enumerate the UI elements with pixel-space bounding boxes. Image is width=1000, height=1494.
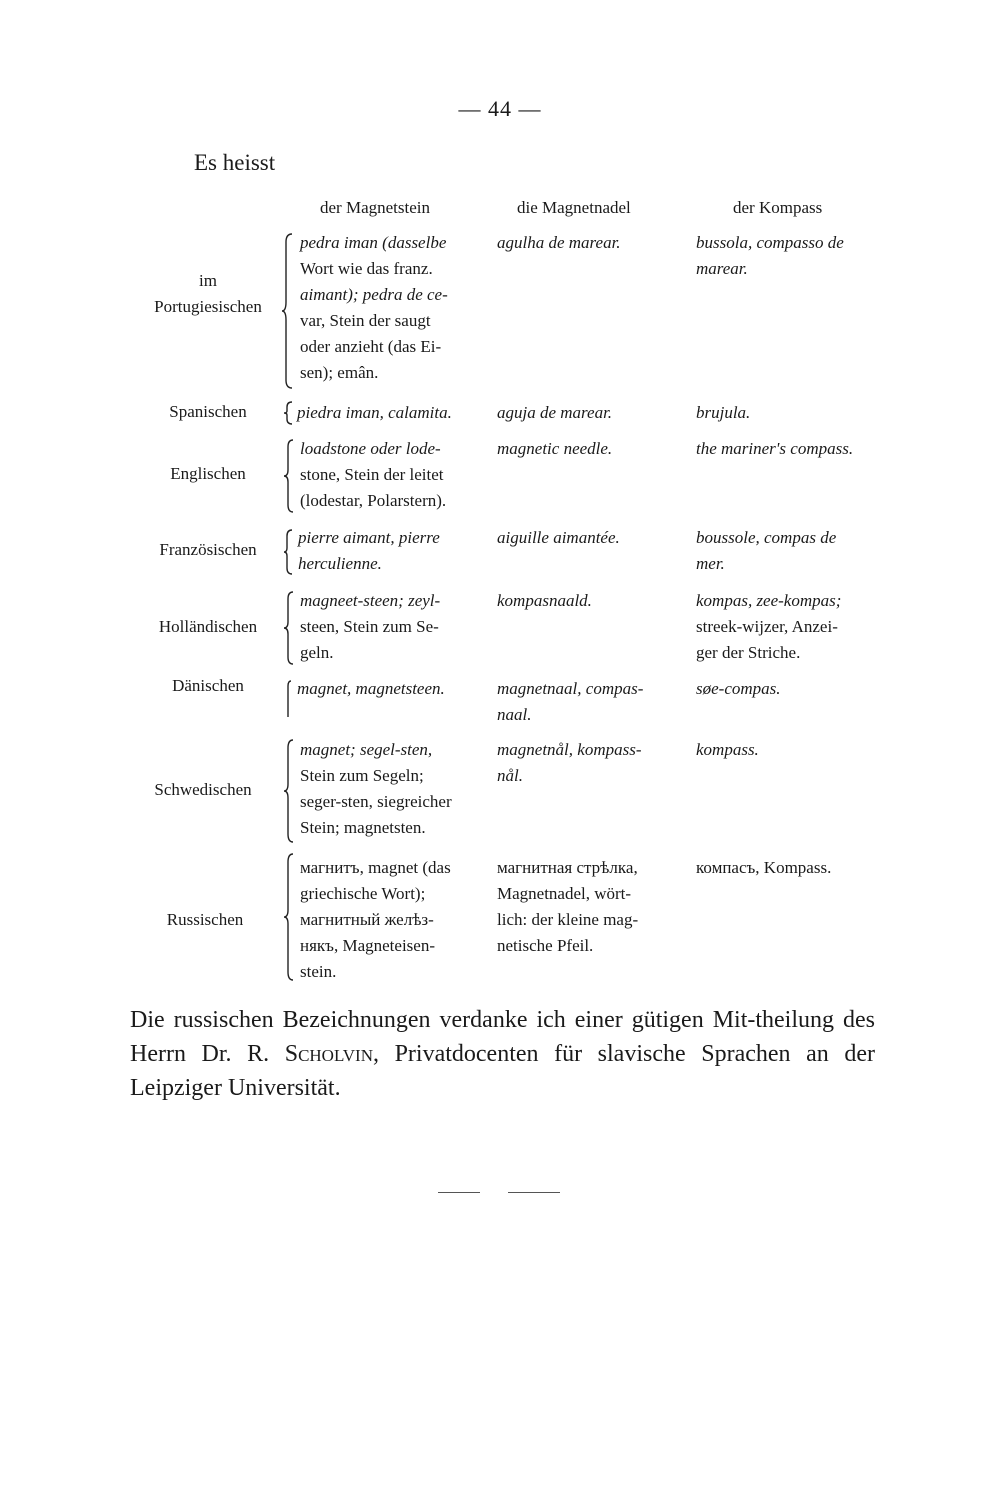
- language-label-daenischen: Dänischen: [172, 676, 244, 695]
- cell-line: geln.: [300, 643, 334, 662]
- cell-line: boussole, compas de: [696, 528, 837, 547]
- header-magnetstein: der Magnetstein: [320, 198, 430, 217]
- page-number: — 44 —: [458, 96, 542, 121]
- cell-text: pedra iman (dasselbe: [300, 233, 447, 252]
- cell-nadel-schwedisch: [497, 737, 682, 789]
- cell-line: (lodestar, Polarstern).: [300, 491, 447, 510]
- cell-line: marear.: [696, 259, 748, 278]
- cell-stein-portugiesisch: [300, 230, 485, 386]
- cell-line: bussola, compasso de: [696, 233, 844, 252]
- cell-line: [300, 230, 485, 256]
- header-kompass: der Kompass: [733, 198, 823, 217]
- cell-nadel-englisch: magnetic needle.: [497, 439, 613, 458]
- cell-line: netische Pfeil.: [497, 936, 594, 955]
- cell-line: magnet; segel-sten,: [300, 740, 433, 759]
- cell-line: naal.: [497, 705, 532, 724]
- language-label-russischen: Russischen: [166, 910, 244, 929]
- brace-icon: [282, 400, 294, 426]
- brace-icon: [283, 679, 293, 719]
- cell-line: magneet-steen; zeyl-: [300, 591, 441, 610]
- brace-icon: [280, 232, 296, 390]
- language-label-franzoesischen: Französischen: [159, 540, 257, 559]
- cell-line: магнитная стрѣлка,: [497, 858, 638, 877]
- cell-line: var, Stein der saugt: [300, 311, 431, 330]
- cell-line: Stein zum Segeln;: [300, 766, 424, 785]
- cell-kompass-portugiesisch: [696, 230, 876, 282]
- divider-rule: [438, 1192, 480, 1193]
- closing-paragraph: [130, 1003, 875, 1105]
- cell-line: магнитный желѣз-: [300, 910, 434, 929]
- language-label-englischen: Englischen: [170, 464, 246, 483]
- header-magnetnadel: die Magnetnadel: [517, 198, 631, 217]
- language-label-hollaendischen: Holländischen: [158, 617, 258, 636]
- cell-line: kompas, zee-kompas;: [696, 591, 842, 610]
- cell-kompass-spanisch: brujula.: [696, 403, 751, 422]
- cell-nadel-spanisch: aguja de marear.: [497, 403, 613, 422]
- cell-stein-spanisch: piedra iman, calamita.: [297, 403, 452, 422]
- cell-nadel-daenisch: [497, 676, 677, 728]
- cell-stein-franzoesisch: [298, 525, 483, 577]
- cell-line: seger-sten, siegreicher: [300, 792, 452, 811]
- cell-line: herculienne.: [298, 554, 382, 573]
- brace-icon: [282, 528, 294, 576]
- cell-line: aimant); pedra de ce-: [300, 285, 448, 304]
- closing-text-end: , Privatdocenten für slavische Sprachen an der Leipziger Universität.: [130, 1041, 875, 1101]
- brace-icon: [282, 738, 296, 844]
- language-label-line: im: [199, 271, 217, 290]
- cell-line: loadstone oder lode-: [300, 439, 441, 458]
- cell-line: nål.: [497, 766, 523, 785]
- cell-stein-englisch: [300, 436, 485, 514]
- cell-kompass-franzoesisch: [696, 525, 876, 577]
- cell-stein-daenisch: magnet, magnetsteen.: [297, 679, 445, 698]
- cell-line: sen); emân.: [300, 363, 379, 382]
- brace-icon: [282, 852, 296, 982]
- cell-line: магнитъ, magnet (das: [300, 858, 451, 877]
- cell-line: някъ, Magneteisen-: [300, 936, 435, 955]
- intro-text: Es heisst: [194, 150, 276, 175]
- cell-nadel-russisch: [497, 855, 682, 959]
- brace-icon: [282, 590, 296, 666]
- cell-line: magnetnaal, compas-: [497, 679, 644, 698]
- cell-stein-hollaendisch: [300, 588, 485, 666]
- language-label-spanischen: Spanischen: [169, 402, 247, 421]
- cell-kompass-schwedisch: kompass.: [696, 740, 759, 759]
- cell-line: griechische Wort);: [300, 884, 426, 903]
- cell-line: mer.: [696, 554, 725, 573]
- cell-kompass-russisch: компасъ, Kompass.: [696, 858, 832, 877]
- cell-line: streek-wijzer, Anzei-: [696, 617, 838, 636]
- brace-icon: [282, 438, 296, 514]
- cell-line: steen, Stein zum Se-: [300, 617, 439, 636]
- language-label-line: Portugiesischen: [154, 297, 262, 316]
- closing-name: Scholvin: [284, 1041, 373, 1067]
- cell-line: magnetnål, kompass-: [497, 740, 642, 759]
- cell-kompass-hollaendisch: [696, 588, 876, 666]
- cell-stein-russisch: [300, 855, 485, 985]
- language-label-portugiesischen: [133, 268, 283, 320]
- language-label-schwedischen: Schwedischen: [154, 780, 252, 799]
- cell-nadel-portugiesisch: agulha de marear.: [497, 233, 621, 252]
- cell-line: Stein; magnetsten.: [300, 818, 426, 837]
- cell-stein-schwedisch: [300, 737, 485, 841]
- cell-nadel-franzoesisch: aiguille aimantée.: [497, 528, 620, 547]
- divider-rule: [508, 1192, 560, 1193]
- cell-line: ger der Striche.: [696, 643, 801, 662]
- cell-line: stone, Stein der leitet: [300, 465, 444, 484]
- cell-line: stein.: [300, 962, 337, 981]
- closing-text: Die russischen Bezeichnungen verdanke ich einer gütigen Mit-theilung des Herrn Dr. R.: [130, 1007, 875, 1067]
- cell-kompass-daenisch: søe-compas.: [696, 679, 781, 698]
- cell-line: lich: der kleine mag-: [497, 910, 639, 929]
- cell-line: Magnetnadel, wört-: [497, 884, 632, 903]
- cell-line: pierre aimant, pierre: [298, 528, 440, 547]
- cell-nadel-hollaendisch: kompasnaald.: [497, 591, 592, 610]
- cell-line: oder anzieht (das Ei-: [300, 337, 442, 356]
- cell-kompass-englisch: the mariner's compass.: [696, 439, 854, 458]
- cell-line: Wort wie das franz.: [300, 259, 433, 278]
